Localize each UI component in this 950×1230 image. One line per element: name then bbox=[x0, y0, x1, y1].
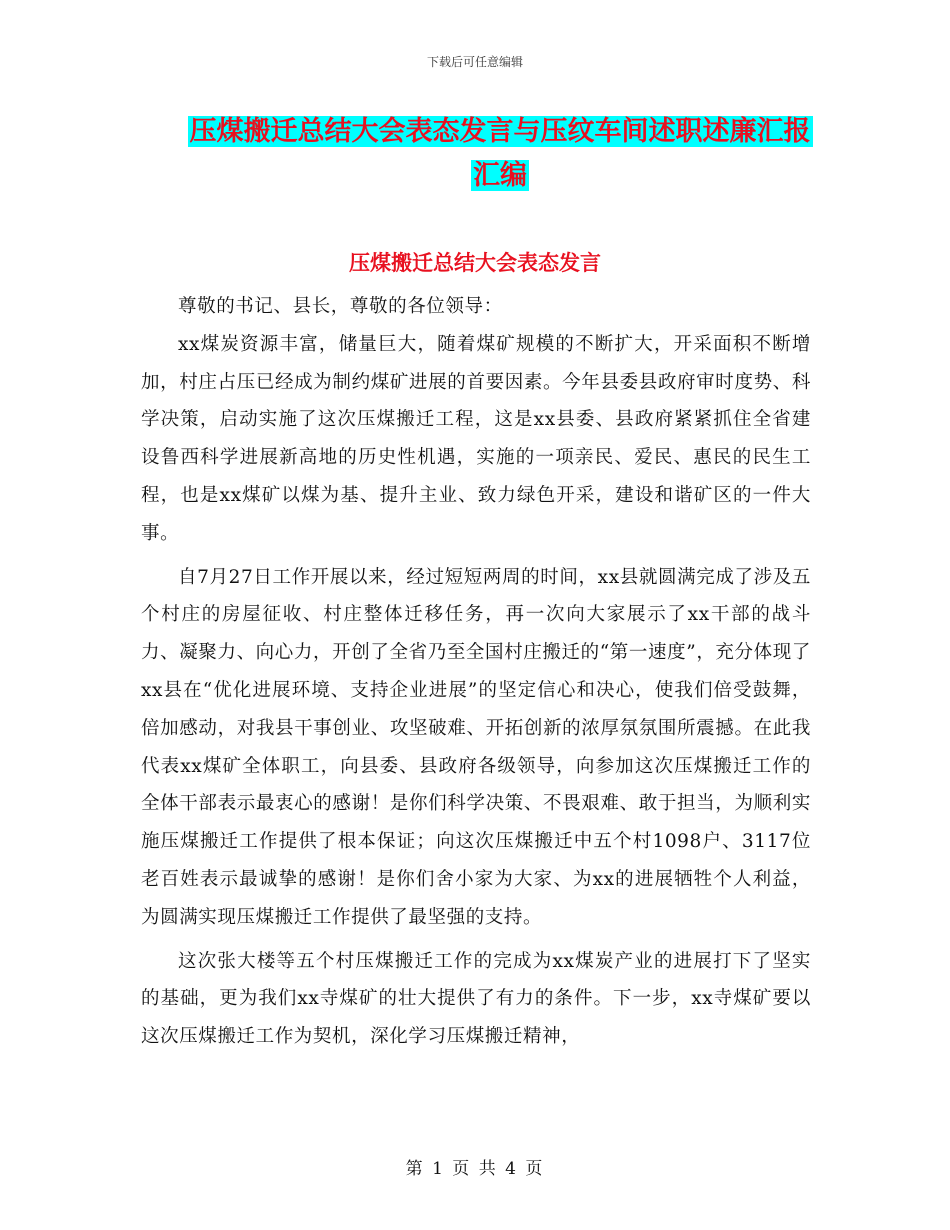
header-note: 下载后可任意编辑 bbox=[426, 55, 523, 69]
salutation: 尊敬的书记、县长，尊敬的各位领导： bbox=[178, 296, 503, 317]
document-body bbox=[141, 270, 811, 1056]
section-title: 压煤搬迁总结大会表态发言 bbox=[349, 250, 601, 275]
document-main-title bbox=[150, 110, 850, 198]
main-title-line-1: 压煤搬迁总结大会表态发言与压纹车间述职述廉汇报 bbox=[189, 116, 811, 147]
body-paragraph-3: 这次张大楼等五个村压煤搬迁工作的完成为xx煤炭产业的进展打下了坚实的基础，更为我们xx寺煤矿的壮大提供了有力的条件。下一步，xx寺煤矿要以这次压煤搬迁工作为契机，深化学习压煤搬迁精神， bbox=[141, 950, 811, 1048]
main-title-line-2: 汇编 bbox=[473, 160, 527, 191]
page-indicator: 第 1 页 共 4 页 bbox=[405, 1159, 545, 1179]
body-paragraph-2: 自7月27日工作开展以来，经过短短两周的时间，xx县就圆满完成了涉及五个村庄的房屋征收、村庄整体迁移任务，再一次向大家展示了xx干部的战斗力、凝聚力、向心力，开创了全省乃至全国村庄搬迁的“第一速度”，充分体现了xx县在“优化进展环境、支持企业进展”的坚定信心和决心，使我们倍受鼓舞，倍加感动，对我县干事创业、攻坚破难、开拓创新的浓厚氛氛围所震撼。在此我代表xx煤矿全体职工，向县委、县政府各级领导，向参加这次压煤搬迁工作的全体干部表示最衷心的感谢！是你们科学决策、不畏艰难、敢于担当，为顺利实施压煤搬迁工作提供了根本保证；向这次压煤搬迁中五个村1098户、3117位老百姓表示最诚挚的感谢！是你们舍小家为大家、为xx的进展牺牲个人利益，为圆满实现压煤搬迁工作提供了最坚强的支持。 bbox=[141, 566, 811, 928]
body-paragraph-1: xx煤炭资源丰富，储量巨大，随着煤矿规模的不断扩大，开采面积不断增加，村庄占压已经成为制约煤矿进展的首要因素。今年县委县政府审时度势、科学决策，启动实施了这次压煤搬迁工程，这是xx县委、县政府紧紧抓住全省建设鲁西科学进展新高地的历史性机遇，实施的一项亲民、爱民、惠民的民生工程，也是xx煤矿以煤为基、提升主业、致力绿色开采，建设和谐矿区的一件大事。 bbox=[141, 333, 811, 544]
